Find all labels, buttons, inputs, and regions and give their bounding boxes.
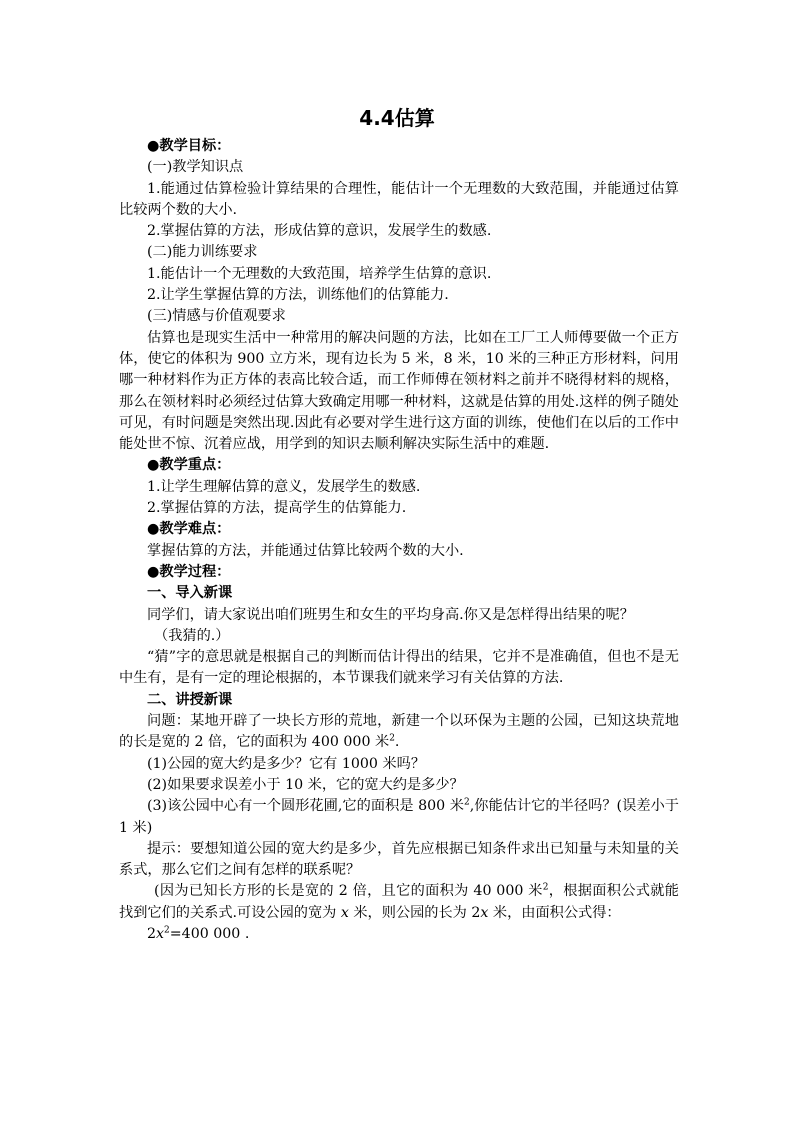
problem-paragraph xyxy=(119,711,679,754)
question-3-sup: 2 xyxy=(463,797,470,808)
emotion-heading: (三)情感与价值观要求 xyxy=(147,308,286,325)
ability-heading: (二)能力训练要求 xyxy=(147,244,258,261)
question-3-text: (3)该公园中心有一个圆形花圃,它的面积是 800 米 xyxy=(147,798,464,815)
intro-heading: 一、导入新课 xyxy=(147,585,233,602)
equation-coef: 2 xyxy=(147,925,157,942)
knowledge-heading: (一)教学知识点 xyxy=(147,159,244,176)
answer-paragraph xyxy=(119,881,679,924)
document-body xyxy=(119,136,679,945)
intro-explain-paragraph: “猜”字的意思就是根据自己的判断而估计得出的结果，它并不是准确值，但也不是无中生有，是有一定的理论根据的，本节课我们就来学习有关估算的方法. xyxy=(119,649,679,687)
problem-sup: 2 xyxy=(389,733,395,744)
equation xyxy=(119,924,679,945)
key-heading: ●教学重点： xyxy=(147,457,231,474)
process-heading: ●教学过程： xyxy=(147,563,231,580)
problem-text: 问题：某地开辟了一块长方形的荒地，新建一个以环保为主题的公园，已知这块荒地的长是宽的 2 倍，它的面积为 400 000 米 xyxy=(119,713,679,751)
goals-heading: ●教学目标： xyxy=(147,138,231,154)
knowledge-item-1: 1.能通过估算检验计算结果的合理性，能估计一个无理数的大致范围，并能通过估算比较两个数的大小. xyxy=(119,180,679,218)
variable-x-2: x xyxy=(480,904,489,921)
key-item-1: 1.让学生理解估算的意义，发展学生的数感. xyxy=(147,478,421,495)
key-item-2: 2.掌握估算的方法，提高学生的估算能力. xyxy=(147,500,407,517)
difficulty-paragraph: 掌握估算的方法，并能通过估算比较两个数的大小. xyxy=(147,542,464,559)
knowledge-item-2: 2.掌握估算的方法，形成估算的意识，发展学生的数感. xyxy=(147,223,492,240)
intro-guess: （我猜的.） xyxy=(154,627,230,644)
question-2: (2)如果要求误差小于 10 米，它的宽大约是多少？ xyxy=(147,776,464,793)
equation-rest: =400 000 . xyxy=(169,925,250,942)
question-3-end: ,你能估计它的半径吗？(误差小于 1 米) xyxy=(119,798,679,836)
ability-item-2: 2.让学生掌握估算的方法，训练他们的估算能力. xyxy=(147,287,449,304)
answer-part-b: ，根据面积公式就能找到它们的关系式.可设公园的宽为 xyxy=(119,883,679,921)
ability-item-1: 1.能估计一个无理数的大致范围，培养学生估算的意识. xyxy=(147,265,492,282)
question-3 xyxy=(119,796,679,839)
question-1: (1)公园的宽大约是多少？它有 1000 米吗？ xyxy=(147,755,426,772)
intro-paragraph: 同学们，请大家说出咱们班男生和女生的平均身高.你又是怎样得出结果的呢？ xyxy=(147,606,634,623)
answer-part-a: (因为已知长方形的长是宽的 2 倍，且它的面积为 40 000 米 xyxy=(154,883,543,900)
emotion-paragraph: 估算也是现实生活中一种常用的解决问题的方法，比如在工厂工人师傅要做一个正方体，使它的体积为 900 立方米，现有边长为 5 米，8 米，10 米的三种正方形材料，问用哪一种材料作为正方体的表高比较合适，而工作师傅在领材料之前并不晓得材料的规格，那么在领材料时必须经过估算大致确定用哪一种材料，这就是估算的用处.这样的例子随处可见，有时问题是突然出现.因此有必要对学生进行这方面的训练，使他们在以后的工作中能处世不惊、沉着应战，用学到的知识去顺利解决实际生活中的难题. xyxy=(119,329,679,453)
equation-sup: 2 xyxy=(164,925,170,936)
variable-x: x xyxy=(340,904,349,921)
difficulty-heading: ●教学难点： xyxy=(147,521,231,538)
equation-x: x xyxy=(156,925,165,942)
answer-part-d: 米，由面积公式得： xyxy=(488,904,621,921)
answer-sup: 2 xyxy=(542,882,549,893)
teach-heading: 二、讲授新课 xyxy=(147,691,233,708)
answer-part-c: 米，则公园的长为 2 xyxy=(348,904,481,921)
hint-paragraph: 提示：要想知道公园的宽大约是多少，首先应根据已知条件求出已知量与未知量的关系式，那么它们之间有怎样的联系呢？ xyxy=(119,840,679,879)
page-title: 4.4估算 xyxy=(359,106,435,130)
problem-end: . xyxy=(394,734,400,751)
